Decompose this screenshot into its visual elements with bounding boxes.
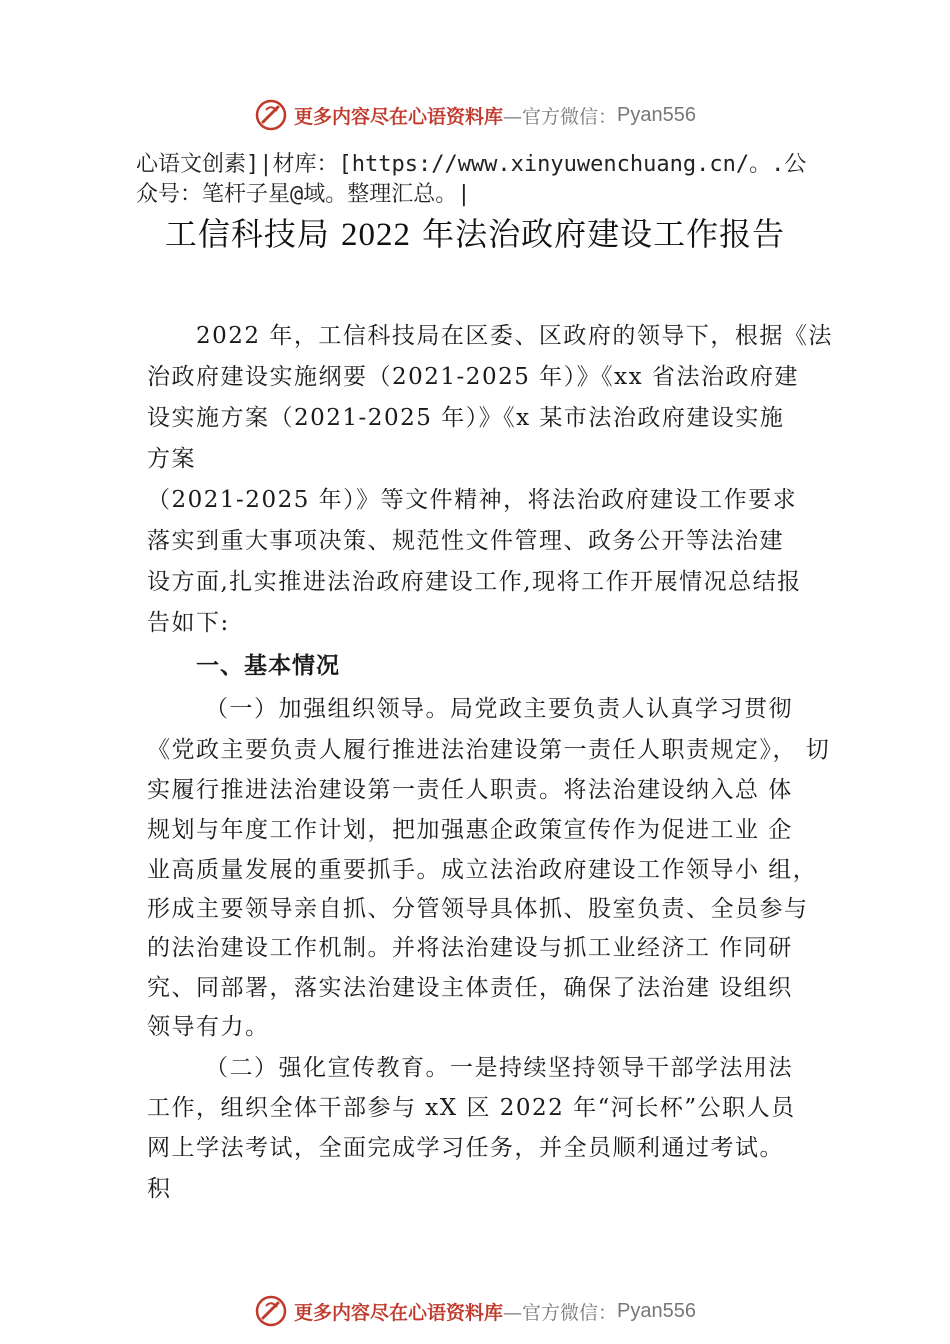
watermark-separator: —官方微信：	[503, 105, 618, 128]
body-line: 设实施方案（2021-2025 年）》《x 某市法治政府建设实施	[147, 405, 785, 431]
title-year: 2022	[341, 217, 411, 253]
body-line: 究、同部署，落实法治建设主体责任，确保了法治建 设组织	[147, 975, 793, 1001]
watermark-main-text: 更多内容尽在心语资料库	[294, 105, 504, 128]
header-watermark	[0, 96, 950, 134]
body-line: 设方面,扎实推进法治政府建设工作,现将工作开展情况总结报	[147, 569, 802, 595]
watermark-separator: —官方微信：	[503, 1301, 618, 1324]
body-line: 方案	[147, 446, 196, 472]
source-line-2: 众号：笔杆子星@域。整理汇总。|	[136, 182, 471, 207]
body-line: 落实到重大事项决策、规范性文件管理、政务公开等法治建	[147, 528, 784, 554]
library-logo-icon	[254, 98, 288, 132]
watermark-wechat-id: Pyan556	[617, 1299, 696, 1322]
body-line: （二）强化宣传教育。一是持续坚持领导干部学法用法	[205, 1055, 793, 1081]
body-line: 《党政主要负责人履行推进法治建设第一责任人职责规定》， 切	[147, 737, 831, 763]
document-title	[0, 209, 950, 255]
body-line: 业高质量发展的重要抓手。成立法治政府建设工作领导小 组，	[147, 857, 818, 883]
watermark-main-text: 更多内容尽在心语资料库	[294, 1301, 504, 1324]
source-line-1: 心语文创素]|材库：[https://www.xinyuwenchuang.cn/。.公	[136, 152, 807, 177]
footer-watermark	[0, 1292, 950, 1330]
body-line: 网上学法考试，全面完成学习任务，并全员顺利通过考试。	[147, 1135, 784, 1161]
body-line: 形成主要领导亲自抓、分管领导具体抓、股室负责、全员参与	[147, 896, 809, 922]
body-line: 2022 年，工信科技局在区委、区政府的领导下，根据《法	[196, 323, 833, 349]
title-prefix: 工信科技局	[164, 215, 341, 253]
watermark-wechat-id: Pyan556	[617, 103, 696, 126]
body-line: （一）加强组织领导。局党政主要负责人认真学习贯彻	[205, 696, 793, 722]
body-line: （2021-2025 年）》等文件精神，将法治政府建设工作要求	[147, 487, 798, 513]
title-suffix: 年法治政府建设工作报告	[411, 215, 786, 253]
library-logo-icon	[254, 1294, 288, 1328]
body-line: 工作，组织全体干部参与 xX 区 2022 年“河长杯”公职人员	[147, 1095, 796, 1121]
section-heading: 一、基本情况	[196, 653, 340, 679]
body-line: 积	[147, 1176, 172, 1202]
body-line: 治政府建设实施纲要（2021-2025 年）》《xx 省法治政府建	[147, 364, 799, 390]
body-line: 领导有力。	[147, 1014, 270, 1040]
body-line: 实履行推进法治建设第一责任人职责。将法治建设纳入总 体	[147, 777, 793, 803]
body-line: 告如下:	[147, 610, 230, 636]
body-line: 的法治建设工作机制。并将法治建设与抓工业经济工 作同研	[147, 935, 793, 961]
body-line: 规划与年度工作计划，把加强惠企政策宣传作为促进工业 企	[147, 817, 793, 843]
